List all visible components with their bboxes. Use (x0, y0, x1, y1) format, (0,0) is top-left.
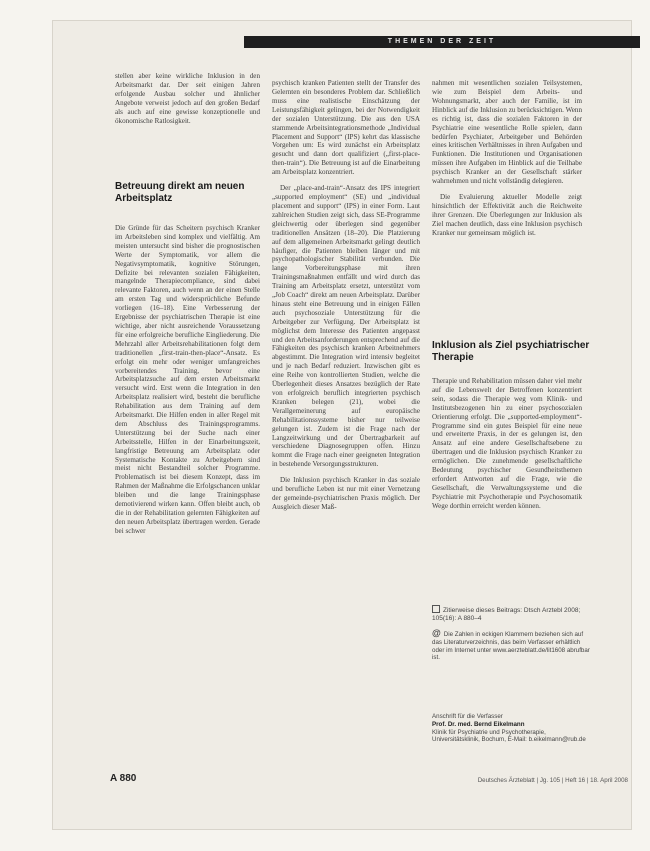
address-lines: Klinik für Psychiatrie und Psychotherapie, Universitätsklinik, Bochum, E-Mail: b.eikelmann@rub.de (432, 728, 586, 744)
column-2-para-3: Die Inklusion psychisch Kranker in das soziale und berufliche Leben ist nur mit einer Vernetzung der gemeinde-psychiatrischen Praxis möglich. Der Ausgleich dieser Maß- (272, 476, 420, 511)
column-1-intro: stellen aber keine wirkliche Inklusion in den Arbeitsmarkt dar. Der seit einigen Jahren erfolgende Ausbau solcher und ähnlicher Angebote verweist jedoch auf den großen Bedarf als auch auf eine gewisse konzeptionelle und ökonomische Ratlosigkeit. (115, 72, 260, 125)
literature-text: Die Zahlen in eckigen Klammern beziehen sich auf das Literaturverzeichnis, das beim Verfasser erhältlich oder im Internet unter www.aerzteblatt.de/lit1608 abrufbar ist. (432, 631, 590, 662)
column-2-para-2: Der „place-and-train“-Ansatz des IPS integriert „supported employment“ (SE) und „individual placement and support“ (IPS) in einer Form. Laut zahlreichen Studien zeigt sich, dass SE-Programme gleichwertig oder überlegen sind gegenüber traditionellen Ansätzen (18–20). Die Platzierung auf dem allgemeinen Arbeitsmarkt gelingt deutlich häufiger, die Patienten bleiben länger und mit psychopathologischer Stabilität verbunden. Die lange Vorbereitungsphase mit ihren Trainingsmaßnahmen entfällt und wird durch das Training am Arbeitsplatz ersetzt, unterstützt vom „Job Coach“ direkt am neuen Arbeitsplatz. Darüber hinaus steht eine Betreuung und in einigen Fällen auch psychosoziale Unterstützung für die Arbeitgeber zur Verfügung. Der Arbeitsplatz ist möglichst dem Interesse des Patienten angepasst und den Arbeitsanforderungen entsprechend auf die Fähigkeiten des psychisch kranken Arbeitnehmers abgestimmt. Die Integration wird intensiv begleitet und je nach Bedarf reduziert. Inzwischen gibt es eine Reihe von kontrollierten Studien, welche die Überlegenheit dieses Ansatzes bezüglich der Rate von erfolgreich beruflich integrierten psychisch Kranken belegen (21), wobei die Verallgemeinerung auf europäische Rehabilitationssysteme bisher nur teilweise gelungen ist. Zudem ist die Frage nach der Langzeitwirkung und der Übertragbarkeit auf verschiedene Diagnosegruppen offen. Hinzu kommt die Frage nach einer geeigneten Integration in bestehende Versorgungsstrukturen. (272, 184, 420, 469)
author-address (432, 713, 592, 744)
heading-inklusion: Inklusion als Ziel psychiatrischer Therapie (432, 340, 590, 363)
citation-note (432, 605, 592, 623)
page-number: A 880 (110, 773, 137, 784)
heading-betreuung: Betreuung direkt am neuen Arbeitsplatz (115, 181, 245, 204)
citation-text: Zitierweise dieses Beitrags: Dtsch Arztebl 2008; 105(16): A 880–4 (432, 607, 581, 622)
column-3-intro (432, 72, 582, 322)
address-intro: Anschrift für die Verfasser (432, 713, 503, 720)
column-3-body: Therapie und Rehabilitation müssen daher viel mehr auf die Lebenswelt der Betroffenen konzentriert sein, sodass die Therapie weg vom Klinik- und Institutsbezogenen hin zu einer psychosozialen Orientierung erfolgt. Die „supported-employment“-Programme sind ein gutes Beispiel für eine neue und erweiterte Praxis, in der es gelungen ist, den Ansatz auf eine andere Gesellschaftsebene zu übertragen und die Inklusion psychisch Kranker zu ermöglichen. Die zunehmende gesellschaftliche Bedeutung psychischer Gesundheitsthemen erfordert Antworten auf die Frage, wie die Gesellschaft, die Verwaltungssysteme und die Psychiatrie mit Psychotherapie und Psychosomatik Wege dorthin erreicht werden können. (432, 377, 582, 510)
column-1-body: Die Gründe für das Scheitern psychisch Kranker im Arbeitsleben sind komplex und vielfältig. Am meisten untersucht sind bisher die prognostischen Werte der Symptomatik, vor allem die Negativsymptomatik, kognitive Störungen, Defizite bei relevanten sozialen Fähigkeiten, mangelnde Therapiecompliance, sind dabei relevante Faktoren, auch wenn an der einen Stelle am ersten Tag und widersprüchliche Befunde vorliegen (16–18). Eine Verbesserung der Ergebnisse der psychiatrischen Therapie ist eine wichtige, aber nicht ausreichende Voraussetzung für eine erfolgreiche berufliche Eingliederung. Die Mehrzahl aller Arbeitsrehabilitationen folgt dem traditionellen „first-train-then-place“-Ansatz. Es erfolgt ein mehr oder weniger umfangreiches vorbereitendes Training, bevor eine Arbeitsplatzsuche auf dem ersten Arbeitsmarkt versucht wird. Erst wenn die Integration in den Arbeitsplatz realisiert wird, besteht die berufliche Rehabilitation aus dem Training auf dem Arbeitsmarkt. Die Hilfen enden in aller Regel mit dem Abschluss des Trainingsprogramms. Unterstützung bei der Suche nach einer Arbeitsstelle, Hilfen in der Einarbeitungszeit, langfristige Betreuung am Arbeitsplatz oder Systematische Kontakte zu Arbeitgebern sind meist nicht Bestandteil solcher Programme. Problematisch ist bei diesem Konzept, dass im Rahmen der Maßnahme die Erfolgschancen unklar bleiben und die lange Trainingsphase demotivierend wirken kann. Offen bleibt auch, ob die in der Rehabilitation gelernten Fähigkeiten auf den neuen Arbeitsplatz übertragen werden. Gerade bei schwer (115, 224, 260, 535)
journal-footer: Deutsches Ärzteblatt | Jg. 105 | Heft 16 | 18. April 2008 (477, 777, 628, 784)
column-3-para-2: Die Evaluierung aktueller Modelle zeigt hinsichtlich der Effektivität auch die Reichweite ihrer Grenzen. Die Überlegungen zur Inklusion als Ziel machen deutlich, dass eine Inklusion psychisch Kranker nur gemeinsam möglich ist. (432, 193, 582, 237)
at-icon: @ (432, 628, 441, 638)
section-header: THEMEN DER ZEIT (244, 36, 640, 48)
column-2-body (272, 72, 420, 772)
column-3-para-1: nahmen mit wesentlichen sozialen Teilsystemen, wie zum Beispiel dem Arbeits- und Wohnungsmarkt, aber auch der Familie, ist im Hinblick auf die Inklusion zu berücksichtigen. Wenn es richtig ist, dass die sozialen Faktoren in der Psychiatrie eine wesentliche Rolle spielen, dann bedürfen Psychiater, Arbeitgeber und Behörden eines kritischen Verhältnisses in ihren Aufgaben und Funktionen. Die Institutionen und Organisationen müssen ihre Aufgaben im Hinblick auf die Teilhabe psychisch Kranker an der Gesellschaft stärker wahrnehmen und nicht vollständig delegieren. (432, 79, 582, 186)
citation-box-icon (432, 605, 440, 613)
author-name: Prof. Dr. med. Bernd Eikelmann (432, 720, 525, 728)
literature-note (432, 630, 592, 662)
column-2-para-1: psychisch kranken Patienten stellt der Transfer des Gelernten ein besonderes Problem dar. Schließlich muss eine realistische Einschätzung der Leistungsfähigkeit gelingen, bei der Notwendigkeit der sozialen Unterstützung. Die aus den USA stammende Arbeitsintegrationsmethode „Individual Placement and Support“ (IPS) kehrt das klassische Vorgehen um: Es wird zunächst ein Arbeitsplatz gesucht und dann dort qualifiziert („first-place-then-train“). Die Betreuung ist auf die Einarbeitung am Arbeitsplatz konzentriert. (272, 79, 420, 177)
